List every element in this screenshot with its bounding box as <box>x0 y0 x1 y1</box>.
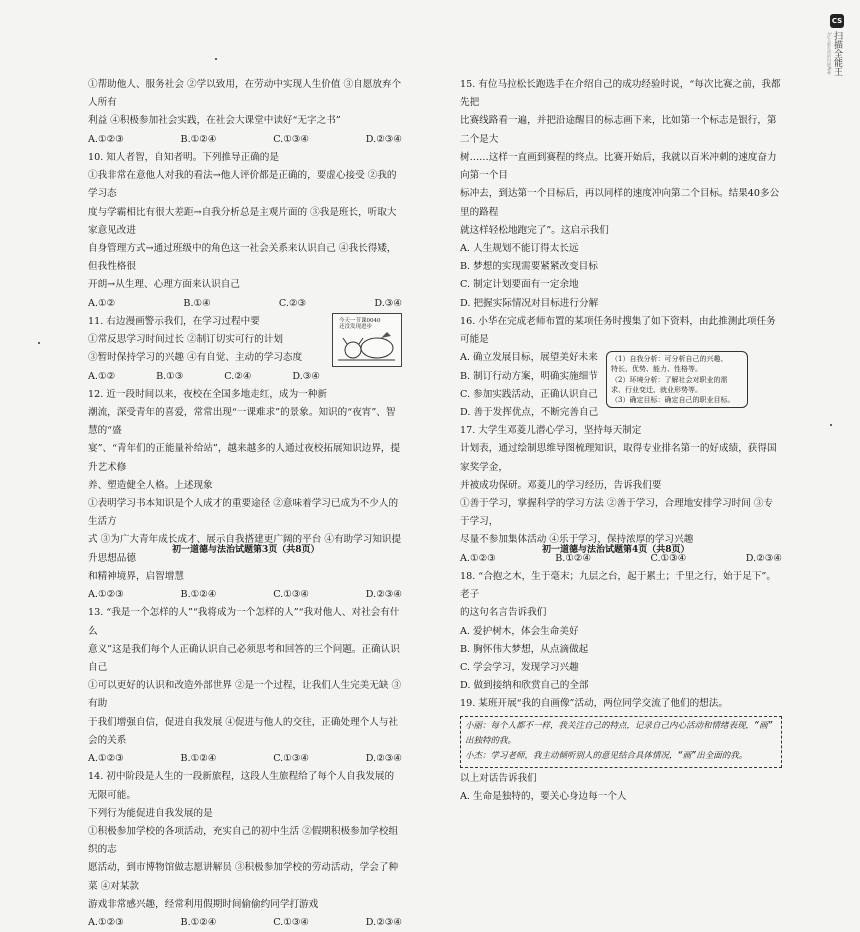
choice-d: D.③④ <box>292 370 320 382</box>
choice-d: D.②③④ <box>365 589 402 601</box>
dialog-line: 小丽：每个人都不一样，我关注自己的特点，记录自己内心活动和情绪表现，“画” <box>465 720 773 731</box>
scan-speck <box>830 424 832 426</box>
q12-line: 养、塑造健全人格。上述现象 <box>88 479 213 491</box>
q9-option-line: ①帮助他人、服务社会 ②学以致用，在劳动中实现人生价值 ③自愿放弃个人所有 <box>88 79 402 109</box>
cartoon-illustration <box>332 313 402 367</box>
choice-d: D.③④ <box>374 297 402 309</box>
choice-a: A.①②③ <box>460 552 496 564</box>
choice-c: C.①③④ <box>273 753 310 765</box>
scanner-app-name: 扫描全能王 <box>832 31 842 76</box>
choice-d: D.②③④ <box>365 753 402 765</box>
choice-a: A.①② <box>88 297 116 309</box>
left-page <box>88 76 402 932</box>
q10-stem: 10. 知人者智，自知者明。下列推导正确的是 <box>88 151 279 163</box>
q17-line: 尽量不参加集体活动 ④乐于学习，保持浓厚的学习兴趣 <box>460 534 694 546</box>
q18-stem: 18. “合抱之木，生于毫末；九层之台，起于累土；千里之行，始于足下”。老子 <box>460 570 776 601</box>
choice-d: D.②③④ <box>365 133 402 145</box>
choice-c: C.①③④ <box>273 589 310 601</box>
q19-stem: 19. 某班开展“我的自画像”活动，两位同学交流了他们的想法。 <box>460 698 728 710</box>
q13-line: 意义”这是我们每个人正确认识自己必须思考和回答的三个问题。正确认识自己 <box>88 643 400 673</box>
choice-d: D.②③④ <box>745 552 782 564</box>
q12-line: 式 ③为广大青年成长成才、展示自我搭建更广阔的平台 ④有助学习知识提升思想品德 <box>88 534 402 564</box>
choice-b: B.①④ <box>183 297 211 309</box>
choice-c: C.②③ <box>278 297 307 309</box>
scan-speck <box>38 342 40 344</box>
choice-d: D. 把握实际情况对目标进行分解 <box>460 297 599 309</box>
scan-speck <box>215 58 217 60</box>
choice-a: A. 确立发展目标，展望美好未来 <box>460 352 598 364</box>
q12-line: ①表明学习书本知识是个人成才的重要途径 ②意味着学习已成为不少人的生活方 <box>88 498 399 528</box>
page-footer-right: 初一道德与法治试题第4页（共8页） <box>542 545 690 555</box>
q12-line: 宴”、“青年们的正能量补给站”，越来越多的人通过夜校拓展知识边界，提升艺术修 <box>88 443 401 473</box>
q10-line: 开朗→从生理、心理方面来认识自己 <box>88 279 240 291</box>
q17-stem: 17. 大学生邓菱儿潜心学习，坚持每天制定 <box>460 425 642 437</box>
choice-c: C.①③④ <box>273 917 310 929</box>
q18-line: 的这句名言告诉我们 <box>460 607 547 619</box>
info-line: 特长、优势、能力、性格等。 <box>611 365 702 374</box>
q9-option-line: 利益 ④积极参加社会实践，在社会大课堂中读好“无字之书” <box>88 115 341 127</box>
dialog-line: 小杰：学习老师，我主动倾听别人的意见结合具体情况，“画”出全面的我。 <box>465 751 748 762</box>
choice-c: C. 制定计划要面有一定余地 <box>460 279 579 291</box>
choice-a: A.①② <box>88 370 116 382</box>
q17-line: 计划表，通过绘制思维导图梳理知识，取得专业排名第一的好成绩，获得国家奖学金， <box>460 443 777 473</box>
choice-b: B.①②④ <box>180 917 217 929</box>
q15-line: 标冲去，到达第一个目标后，再以同样的速度冲向第二个目标。结果40多公里的路程 <box>460 188 780 218</box>
q10-line: ①我非常在意他人对我的看法→他人评价都是正确的，要虚心接受 ②我的学习态 <box>88 170 397 200</box>
q14-line: 游戏非常感兴趣，经常利用假期时间偷偷约同学打游戏 <box>88 898 319 910</box>
choice-a: A. 爱护树木，体会生命美好 <box>460 625 579 637</box>
q9-choices <box>88 131 402 149</box>
q13-choices <box>88 750 402 768</box>
q16-stem: 16. 小华在完成老师布置的某项任务时搜集了如下资料，由此推测此项任务可能是 <box>460 315 776 346</box>
q13-line: ①可以更好的认识和改造外部世界 ②是一个过程，让我们人生完美无缺 ③有助 <box>88 680 402 710</box>
choice-b: B.①②④ <box>180 753 217 765</box>
q14-line: ①积极参加学校的各项活动，充实自己的初中生活 ②假期积极参加学校组织的志 <box>88 825 399 856</box>
choice-a: A. 生命是独特的，要关心身边每一个人 <box>460 790 627 802</box>
info-line: （3）确定目标：确定自己的职业目标。 <box>611 395 735 404</box>
choice-c: C.①③④ <box>273 133 310 145</box>
cartoon-caption: 今天一节课0040 还没发现进步 <box>339 317 381 331</box>
choice-d: D.②③④ <box>365 917 402 929</box>
choice-b: B.①②④ <box>180 133 217 145</box>
q15-stem: 15. 有位马拉松长跑选手在介绍自己的成功经验时说，“每次比赛之前，我都先把 <box>460 79 781 109</box>
q14-line: 下列行为能促进自我发展的是 <box>88 807 213 819</box>
q16-info-box <box>606 351 748 408</box>
choice-a: A.①②③ <box>88 917 124 929</box>
q14-stem: 14. 初中阶段是人生的一段新旅程，这段人生旅程给了每个人自我发展的无限可能。 <box>88 771 395 801</box>
choice-c: C.②④ <box>224 370 252 382</box>
choice-a: A.①②③ <box>88 589 124 601</box>
choice-a: A.①②③ <box>88 753 124 765</box>
q12-stem: 12. 近一段时间以来，夜校在全国多地走红，成为一种新 <box>88 388 327 400</box>
q11-line: ①常反思学习时间过长 ②制订切实可行的计划 <box>88 334 283 346</box>
choice-b: B. 梦想的实现需要紧紧改变目标 <box>460 261 598 273</box>
q13-line: 于我们增强自信，促进自我发展 ④促进与他人的交往，正确处理个人与社会的关系 <box>88 716 399 746</box>
info-line: （1）自我分析：可分析自己的兴趣、 <box>611 355 728 364</box>
q12-choices <box>88 586 402 604</box>
q15-line: 就这样轻松地跑完了”。这启示我们 <box>460 224 609 236</box>
q12-line: 和精神境界，启智增慧 <box>88 570 184 582</box>
q12-line: 潮流，深受青年的喜爱，常常出现“一课难求”的景象。知识的“夜宵”、智慧的“盛 <box>88 406 396 437</box>
dialog-line: 出独特的我。 <box>465 735 517 746</box>
q17-line: 并被成功保研。邓菱儿的学习经历，告诉我们要 <box>460 479 662 491</box>
q14-choices <box>88 914 402 932</box>
q16-block <box>460 349 782 422</box>
choice-b: B.①②④ <box>180 589 217 601</box>
choice-a: A. 人生规划不能订得太长远 <box>460 242 579 254</box>
right-page <box>460 76 782 806</box>
choice-c: C. 参加实践活动，正确认识自己 <box>460 388 598 400</box>
q15-line: 比赛线路看一遍，并把沿途醒目的标志画下来，比如第一个标志是银行，第二个是大 <box>460 115 777 145</box>
q11-stem: 11. 右边漫画警示我们，在学习过程中要 <box>88 315 260 327</box>
choice-b: B. 制订行动方案，明确实施细节 <box>460 370 598 382</box>
q15-line: 树……这样一直画到赛程的终点。比赛开始后，我就以百米冲刺的速度奋力向第一个目 <box>460 151 777 182</box>
choice-b: B.①③ <box>156 370 184 382</box>
q11-line: ③暂时保持学习的兴趣 ④有自觉、主动的学习态度 <box>88 352 303 364</box>
camscanner-logo-icon: CS <box>830 14 844 28</box>
choice-c: C. 学会学习，发现学习兴趣 <box>460 662 579 673</box>
choice-c: C.①③④ <box>650 552 687 564</box>
q14-line: 愿活动，到市博物馆做志愿讲解员 ③积极参加学校的劳动活动，学会了种菜 ④对某款 <box>88 862 399 892</box>
choice-b: B.①②④ <box>555 552 592 564</box>
choice-d: D. 做到接纳和欣赏自己的全部 <box>460 680 589 692</box>
choice-a: A.①②③ <box>88 133 124 145</box>
choice-d: D. 善于发挥优点，不断完善自己 <box>460 406 599 418</box>
scanner-badge <box>827 14 846 104</box>
scanner-app-tagline: 3亿人都在用的扫描App <box>827 32 832 75</box>
q10-line: 度与学霸相比有很大差距→自我分析总是主观片面的 ③我是班长，听取大家意见改进 <box>88 206 397 236</box>
choice-b: B. 胸怀伟大梦想，从点滴做起 <box>460 643 589 655</box>
q11-choices <box>88 368 320 386</box>
info-line: 求、行业变迁、就业形势等。 <box>611 385 702 394</box>
q10-line: 自身管理方式→通过班级中的角色这一社会关系来认识自己 ④我长得矮，但我性格很 <box>88 242 397 273</box>
info-line: （2）环境分析：了解社会对职业的需 <box>611 375 728 384</box>
q17-line: ①善于学习，掌握科学的学习方法 ②善于学习，合理地安排学习时间 ③专于学习， <box>460 498 774 528</box>
q19-line: 以上对话告诉我们 <box>460 772 537 784</box>
q10-choices <box>88 295 402 313</box>
q19-dialog-box <box>460 716 782 768</box>
q13-stem: 13. “我是一个怎样的人”“我将成为一个怎样的人”“我对他人、对社会有什么 <box>88 607 400 637</box>
page-footer-left: 初一道德与法治试题第3页（共8页） <box>172 545 320 555</box>
